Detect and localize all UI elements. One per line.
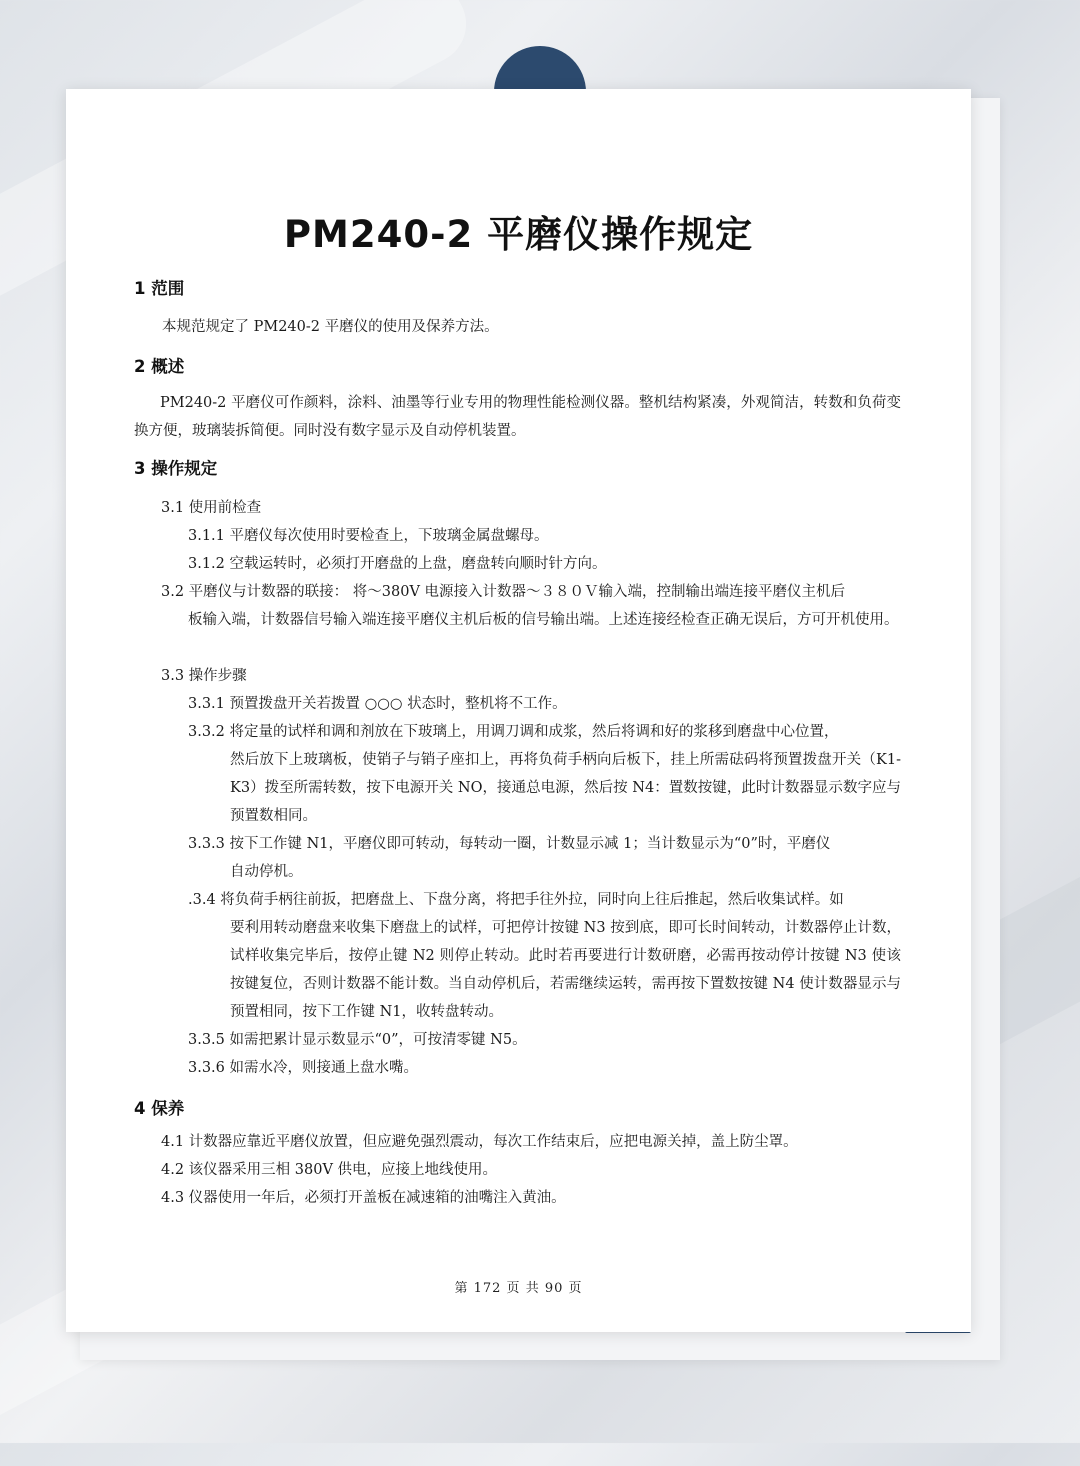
section-3-heading: 3 操作规定 [134, 459, 218, 478]
item-3-2-first-line: 3.2 平磨仪与计数器的联接： 将～380V 电源接入计数器～３８０Ｖ输入端，控制输出端连接平磨仪主机后 [161, 584, 846, 600]
item-4-2: 4.2 该仪器采用三相 380V 供电，应接上地线使用。 [161, 1162, 498, 1178]
page-footer: 第 172 页 共 90 页 [454, 1281, 583, 1296]
item-3-3-2-continuation: 然后放下上玻璃板，使销子与销子座扣上，再将负荷手柄向后板下，挂上所需砝码将预置拨盘开关（K1-K3）拨至所需转数，按下电源开关 NO，接通总电源，然后按 N4：置数按键，此时计数器显示数字应与预置数相同。 [230, 752, 901, 824]
item-4-1: 4.1 计数器应靠近平磨仪放置，但应避免强烈震动，每次工作结束后，应把电源关掉，盖上防尘罩。 [161, 1134, 798, 1150]
item-3-1-1: 3.1.1 平磨仪每次使用时要检查上，下玻璃金属盘螺母。 [188, 528, 549, 544]
item-3-3-1: 3.3.1 预置拨盘开关若拨置 ○○○ 状态时，整机将不工作。 [188, 696, 567, 712]
item-3-3-6: 3.3.6 如需水冷，则接通上盘水嘴。 [188, 1060, 419, 1076]
item-3-3-3-continuation: 自动停机。 [230, 864, 303, 880]
section-2-heading: 2 概述 [134, 357, 185, 376]
document-page [66, 89, 971, 1332]
item-3-2-continuation: 板输入端，计数器信号输入端连接平磨仪主机后板的信号输出端。上述连接经检查正确无误后，方可开机使用。 [188, 612, 899, 628]
item-3-3-4-first-line: .3.4 将负荷手柄往前扳，把磨盘上、下盘分离，将把手往外拉，同时向上往后推起，然后收集试样。如 [188, 892, 844, 908]
item-3-3-2-first-line: 3.3.2 将定量的试样和调和剂放在下玻璃上，用调刀调和成浆，然后将调和好的浆移到磨盘中心位置， [188, 724, 839, 740]
item-4-3: 4.3 仪器使用一年后，必须打开盖板在减速箱的油嘴注入黄油。 [161, 1190, 566, 1206]
document-title: PM240-2 平磨仪操作规定 [283, 213, 754, 256]
item-3-3-4-continuation: 要利用转动磨盘来收集下磨盘上的试样，可把停计按键 N3 按到底，即可长时间转动，计数器停止计数，试样收集完毕后，按停止键 N2 则停止转动。此时若再要进行计数研磨，必需再按动停计按键 N3 使该按键复位，否则计数器不能计数。当自动停机后，若需继续运转，需再按下置数按键 N4 使计数器显示与预置相同，按下工作键 N1，收转盘转动。 [230, 920, 901, 1020]
item-3-3-5: 3.3.5 如需把累计显示数显示“0”，可按清零键 N5。 [188, 1032, 527, 1048]
item-3-3: 3.3 操作步骤 [161, 668, 247, 684]
section-1-heading: 1 范围 [134, 279, 185, 298]
section-1-paragraph: 本规范规定了 PM240-2 平磨仪的使用及保养方法。 [162, 319, 499, 335]
item-3-3-3-first-line: 3.3.3 按下工作键 N1，平磨仪即可转动，每转动一圈，计数显示减 1；当计数显示为“0”时，平磨仪 [188, 836, 831, 852]
item-3-1: 3.1 使用前检查 [161, 500, 262, 516]
section-4-heading: 4 保养 [134, 1099, 185, 1118]
item-3-1-2: 3.1.2 空载运转时，必须打开磨盘的上盘，磨盘转向顺时针方向。 [188, 556, 607, 572]
section-2-paragraph: PM240-2 平磨仪可作颜料，涂料、油墨等行业专用的物理性能检测仪器。整机结构紧凑，外观简洁，转数和负荷变换方便，玻璃装拆简便。同时没有数字显示及自动停机装置。 [134, 395, 901, 439]
